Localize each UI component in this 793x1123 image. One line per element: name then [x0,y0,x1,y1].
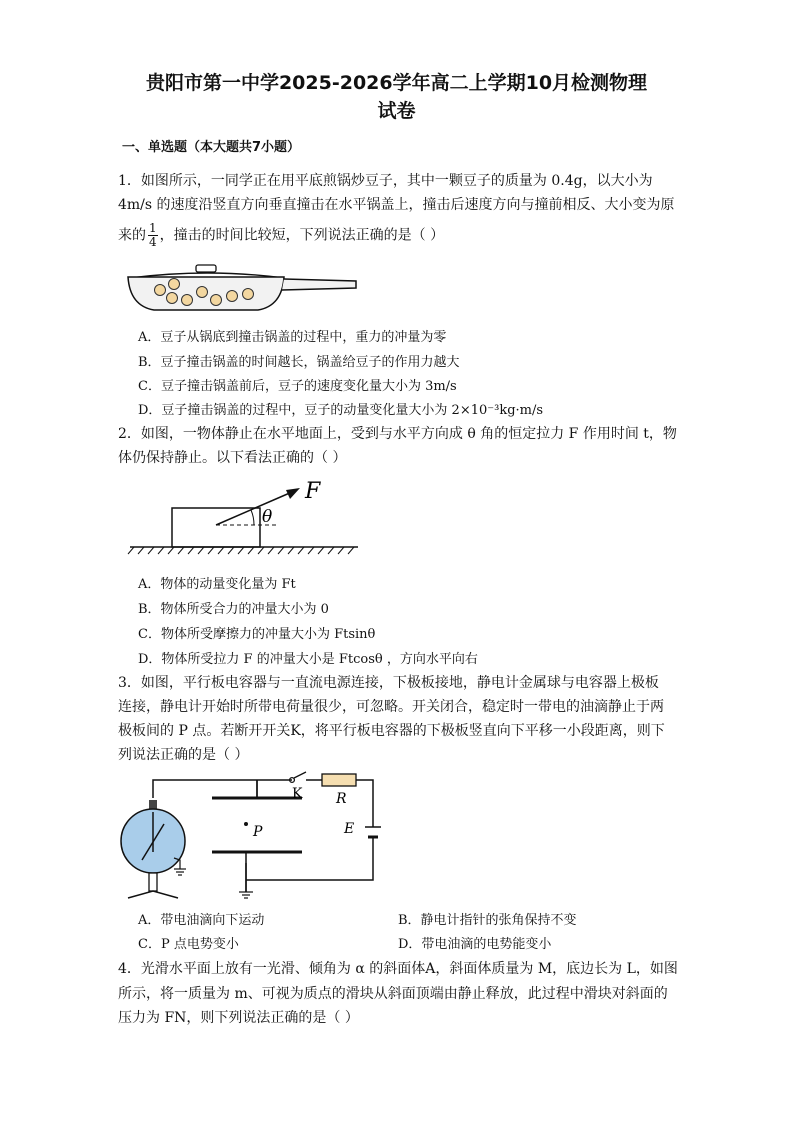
q3-option-b: B．静电计指针的张角保持不变 [398,913,577,928]
switch-k [290,772,306,782]
q2-line-1: 2．如图，一物体静止在水平地面上，受到与水平方向成 θ 角的恒定拉力 F 作用时间 t，物 [118,426,677,442]
fraction [148,222,158,249]
resistor [322,774,356,786]
q3-line-4: 列说法正确的是（ ） [118,747,249,763]
label-e: E [344,821,355,837]
q1-option-c: C．豆子撞击锅盖前后，豆子的速度变化量大小为 3m/s [138,379,457,394]
q1-line-2: 4m/s 的速度沿竖直方向垂直撞击在水平锅盖上，撞击后速度方向与撞前相反、大小变为原 [118,197,675,213]
pan-lid [130,265,284,278]
fraction-numerator: 1 [149,221,157,235]
label-p: P [253,824,263,840]
q1-option-a: A．豆子从锅底到撞击锅盖的过程中，重力的冲量为零 [138,330,447,345]
q1-line-1: 1．如图所示，一同学正在用平底煎锅炒豆子，其中一颗豆子的质量为 0.4g，以大小为 [118,173,653,189]
q3-option-d: D．带电油滴的电势能变小 [398,937,552,952]
q3-option-a: A．带电油滴向下运动 [138,913,265,928]
q3-line-3: 极板间的 P 点。若断开开关K，将平行板电容器的下极板竖直向下平移一小段距离，则下 [118,723,665,739]
lower-ground-icon [239,892,253,898]
ground-hatching [128,547,354,554]
q2-option-c: C．物体所受摩擦力的冲量大小为 Ftsinθ [138,627,376,642]
electroscope [121,800,186,898]
q3-line-2: 连接，静电计开始时所带电荷量很少，可忽略。开关闭合，稳定时一带电的油滴静止于两 [118,699,664,715]
block [172,508,260,547]
q3-line-1: 3．如图，平行板电容器与一直流电源连接，下极板接地，静电计金属球与电容器上极板 [118,675,659,691]
title-line-1: 贵阳市第一中学2025-2026学年高二上学期10月检测物理 [145,72,648,94]
battery-icon [365,827,381,837]
block-force-figure [128,478,360,562]
title-line-2: 试卷 [377,100,416,122]
q4-line-3: 压力为 FN，则下列说法正确的是（ ） [118,1010,359,1026]
q3-option-c: C．P 点电势变小 [138,937,239,952]
capacitor-circuit-figure [116,770,386,906]
arrowhead-icon [286,488,300,499]
q2-option-a: A．物体的动量变化量为 Ft [138,577,296,592]
q2-option-b: B．物体所受合力的冲量大小为 0 [138,602,329,617]
label-theta: θ [262,507,273,527]
q1-line-3 [118,222,444,249]
q2-option-d: D．物体所受拉力 F 的冲量大小是 Ftcosθ ，方向水平向右 [138,652,478,667]
section-heading: 一、单选题（本大题共7小题） [122,140,301,155]
oil-drop-point [244,822,248,826]
q1-option-b: B．豆子撞击锅盖的时间越长，锅盖给豆子的作用力越大 [138,355,460,370]
q1-line-3-post: ，撞击的时间比较短，下列说法正确的是（ ） [159,227,445,244]
q1-option-d: D．豆子撞击锅盖的过程中，豆子的动量变化量大小为 2×10⁻³kg·m/s [138,403,544,418]
label-r: R [336,791,347,807]
q2-line-2: 体仍保持静止。以下看法正确的（ ） [118,450,347,466]
q4-line-2: 所示，将一质量为 m、可视为质点的滑块从斜面顶端由静止释放，此过程中滑块对斜面的 [118,986,668,1002]
label-force: F [305,479,321,504]
q1-line-3-pre: 来的 [118,227,146,244]
frying-pan-figure [124,262,360,320]
fraction-denominator: 4 [149,235,157,249]
q4-line-1: 4．光滑水平面上放有一光滑、倾角为 α 的斜面体A，斜面体质量为 M，底边长为 L，如图 [118,961,678,977]
label-k: K [292,786,303,802]
